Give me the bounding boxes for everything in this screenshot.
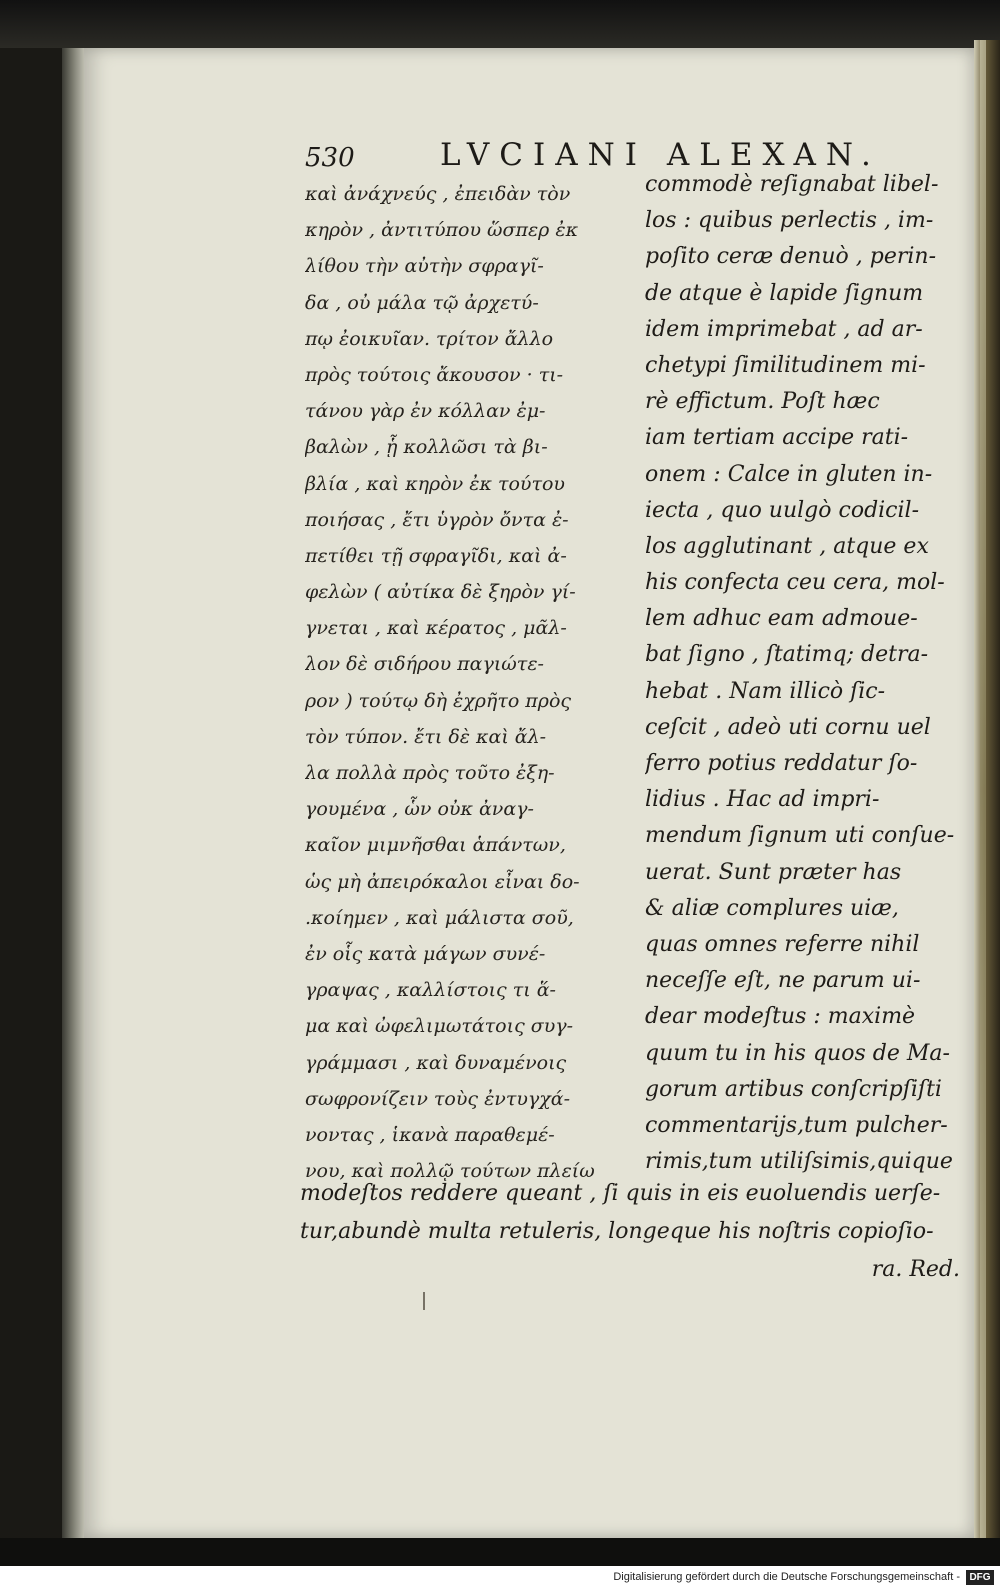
page-number: 530 [305, 143, 355, 173]
scan-background-bottom [0, 1538, 1000, 1566]
text-line: idem imprimebat , ad ar- [645, 316, 923, 342]
latin-text-column [645, 167, 970, 1180]
text-line: βλία , καὶ κηρὸν ἐκ τούτου [305, 472, 565, 495]
text-line: δα , οὐ μάλα τῷ ἀρχετύ- [305, 291, 539, 314]
text-line: βαλὼν , ᾗ κολλῶσι τὰ βι- [305, 436, 548, 459]
text-line: chetypi ſimilitudinem mi- [645, 352, 926, 378]
catchword: ra. Red. [871, 1257, 960, 1282]
text-line: νου, καὶ πολλῷ τούτων πλείω [305, 1160, 595, 1183]
text-line: gorum artibus conſcripſiſti [645, 1076, 942, 1102]
text-line: tur,abundè multa retuleris, longeque his noſtris copioſio- [300, 1219, 934, 1244]
funding-credit: Digitalisierung gefördert durch die Deutsche Forschungsgemeinschaft - [613, 1571, 960, 1583]
greek-text-column [305, 176, 635, 1189]
text-line: καὶ ἀνάχνεύς , ἐπειδὰν τὸν [305, 183, 571, 205]
text-line: neceſſe eſt, ne parum ui- [645, 968, 921, 994]
page-edge [974, 40, 1000, 1540]
text-line: γραψας , καλλίστοις τι ἅ- [305, 979, 556, 1002]
text-line: ποιήσας , ἔτι ὑγρὸν ὄντα ἐ- [305, 508, 569, 531]
text-line: iecta , quo uulgò codicil- [645, 497, 920, 523]
text-line: καῖον μιμνῆσθαι ἁπάντων, [305, 834, 566, 857]
scan-background-top [0, 0, 1000, 48]
full-width-text [300, 1175, 960, 1289]
book-gutter [62, 48, 84, 1538]
running-head: LVCIANI ALEXAN. [440, 137, 881, 173]
text-line: νοντας , ἱκανὰ παραθεμέ- [305, 1123, 555, 1146]
text-line: lem adhuc eam admoue- [645, 606, 918, 632]
text-line: .κοίημεν , καὶ μάλιστα σοῦ, [305, 906, 574, 929]
footer-bar [0, 1566, 1000, 1590]
text-line: πῳ ἐοικυῖαν. τρίτον ἄλλο [305, 327, 554, 350]
text-line: uerat. Sunt præter has [645, 859, 902, 885]
text-line: modeſtos reddere queant , ſi quis in eis euoluendis uerſe- [300, 1181, 941, 1206]
ink-mark [423, 1292, 425, 1310]
text-line: κηρὸν , ἀντιτύπου ὥσπερ ἐκ [305, 219, 579, 242]
text-line: mendum ſignum uti conſue- [645, 823, 955, 849]
text-line: his confecta ceu cera, mol- [645, 570, 945, 596]
text-line: poſito ceræ denuò , perin- [645, 244, 937, 270]
text-line: commodè reſignabat libel- [645, 172, 939, 197]
text-line: γράμμασι , καὶ δυναμένοις [305, 1051, 567, 1074]
text-line: los : quibus perlectis , im- [645, 208, 934, 234]
text-line: ceſcit , adeò uti cornu uel [645, 714, 931, 740]
text-line: ἐν οἷς κατὰ μάγων συνέ- [305, 942, 546, 965]
text-line: πετίθει τῇ σφραγῖδι, καὶ ἀ- [305, 544, 567, 567]
text-line: λον δὲ σιδήρου παγιώτε- [305, 653, 544, 676]
text-line: τάνου γὰρ ἐν κόλλαν ἐμ- [305, 400, 546, 423]
text-line: onem : Calce in gluten in- [645, 461, 933, 487]
text-line: quas omnes referre nihil [645, 931, 920, 957]
text-line: ὡς μὴ ἀπειρόκαλοι εἶναι δο- [305, 870, 580, 893]
text-line: ρον ) τούτῳ δὴ ἐχρῆτο πρὸς [305, 689, 572, 712]
text-line: πρὸς τούτοις ἄκουσον · τι- [305, 363, 564, 386]
text-line: lidius . Hac ad impri- [645, 787, 880, 813]
text-line: ferro potius reddatur ſo- [645, 751, 918, 776]
text-line: λίθου τὴν αὐτὴν σφραγῖ- [305, 255, 544, 278]
text-line: τὸν τύπον. ἔτι δὲ καὶ ἄλ- [305, 725, 547, 748]
text-line: rè effictum. Poſt hæc [645, 389, 880, 415]
text-line: rimis,tum utiliſsimis,quique [645, 1149, 953, 1175]
text-line: γουμένα , ὧν οὐκ ἀναγ- [305, 798, 534, 821]
text-line: φελὼν ( αὐτίκα δὲ ξηρὸν γί- [305, 581, 576, 604]
text-line: & aliæ complures uiæ, [645, 895, 899, 921]
text-line: quum tu in his quos de Ma- [645, 1040, 950, 1066]
text-line: λα πολλὰ πρὸς τοῦτο ἐξη- [305, 762, 555, 784]
text-line: commentarijs,tum pulcher- [645, 1112, 948, 1138]
text-line: γνεται , καὶ κέρατος , μᾶλ- [305, 617, 567, 640]
text-line: hebat . Nam illicò ſic- [645, 678, 886, 704]
text-line: bat ſigno , ſtatimq; detra- [645, 642, 929, 668]
text-line: iam tertiam accipe rati- [645, 425, 909, 451]
text-line: de atque è lapide ſignum [645, 280, 924, 306]
page-edge-shine [980, 40, 986, 1540]
dfg-logo: DFG [966, 1570, 994, 1585]
text-line: μα καὶ ὠφελιμωτάτοις συγ- [305, 1015, 574, 1038]
text-line: los agglutinant , atque ex [645, 533, 929, 559]
text-line: σωφρονίζειν τοὺς ἐντυγχά- [305, 1087, 571, 1110]
text-line: dear modeſtus : maximè [645, 1004, 916, 1030]
